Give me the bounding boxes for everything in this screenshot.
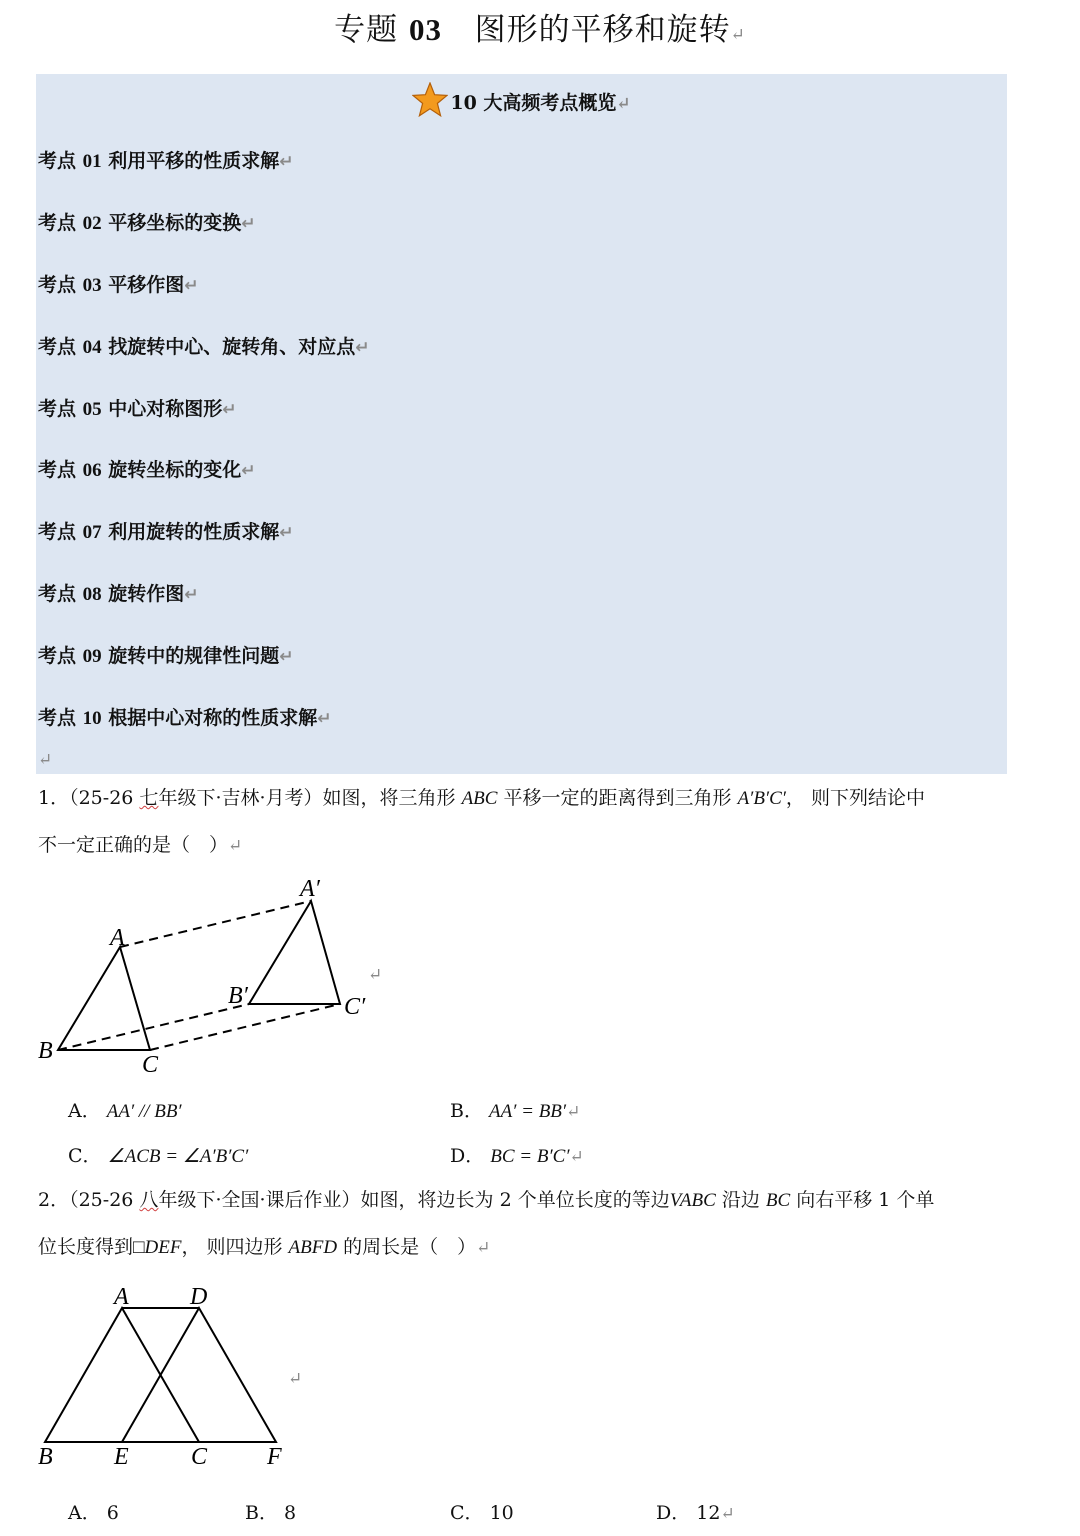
topic-text: 旋转中的规律性问题 (108, 645, 280, 667)
paragraph-mark-icon: ↵ (368, 965, 383, 985)
question-stem: ， 则四边形 (181, 1236, 289, 1258)
title-prefix: 专题 (334, 12, 399, 48)
question-source-grade: 八 (139, 1189, 159, 1211)
topic-item: 考点 04 找旋转中心、旋转角、对应点↵ (38, 336, 370, 358)
topic-text: 根据中心对称的性质求解 (108, 707, 318, 729)
paragraph-mark-icon: ↵ (38, 750, 53, 770)
option-key: B． (245, 1502, 278, 1524)
question-stem: 沿边 (715, 1189, 766, 1211)
question-stem: 如图，将三角形 (322, 787, 462, 809)
option-key: A． (68, 1100, 101, 1122)
topic-label: 考点 (38, 398, 77, 420)
math-expression: ABFD (288, 1237, 338, 1258)
option-expression: AA′ // BB′ (106, 1101, 182, 1122)
topic-text: 旋转坐标的变化 (108, 459, 242, 481)
option-expression: AA′ = BB′ (489, 1101, 567, 1122)
question-stem: ， 则下列结论中 (785, 787, 925, 809)
topic-number: 07 (82, 522, 102, 543)
triangle-a2b2c2 (249, 901, 340, 1004)
topic-label: 考点 (38, 521, 77, 543)
topic-number: 10 (82, 708, 102, 729)
topic-item: 考点 08 旋转作图↵ (38, 583, 199, 605)
question-1-text: 1．（25-26 七年级下·吉林·月考）如图，将三角形 ABC 平移一定的距离得到三角形 A′B′C′， 则下列结论中 不一定正确的是（ ）↵ (38, 787, 925, 856)
point-label-a-prime: A′ (300, 876, 320, 902)
question-stem: 平移一定的距离得到三角形 (497, 787, 738, 809)
question-number: 1． (38, 787, 70, 809)
topic-overview-box (36, 74, 1007, 774)
point-label-b-prime: B′ (228, 983, 248, 1009)
option-expression: ∠ACB = ∠A′B′C′ (107, 1146, 249, 1167)
option-key: A． (68, 1502, 101, 1524)
topic-item: 考点 05 中心对称图形↵ (38, 398, 237, 420)
page-title (0, 4, 1080, 49)
option-key: C． (450, 1502, 484, 1524)
q2-translation-figure (30, 1280, 320, 1480)
topic-item: 考点 01 利用平移的性质求解↵ (38, 150, 294, 172)
q2-option-c[interactable] (450, 1498, 514, 1525)
math-expression: ABC (461, 788, 498, 809)
triangle-abc (58, 947, 150, 1050)
star-icon (412, 82, 448, 118)
question-stem: 如图，将边长为 2 个单位长度的等边 (360, 1189, 670, 1211)
topic-number: 08 (82, 584, 102, 605)
point-label-a: A (110, 925, 125, 951)
q2-option-d[interactable]: D． 12↵ (656, 1502, 735, 1524)
q2-option-b[interactable] (245, 1498, 296, 1525)
topic-label: 考点 (38, 707, 77, 729)
topic-number: 09 (82, 646, 102, 667)
overview-heading-text: 10 大高频考点概览 (450, 92, 617, 114)
translation-line-bb (58, 1004, 249, 1050)
question-source: 年级下·全国·课后作业） (158, 1189, 361, 1211)
title-text: 图形的平移和旋转 (474, 12, 731, 48)
math-expression: BC (765, 1190, 791, 1211)
topic-text: 利用旋转的性质求解 (108, 521, 280, 543)
question-stem: 的周长是（ ） (337, 1236, 477, 1258)
option-key: B． (450, 1100, 483, 1122)
option-key: C． (68, 1145, 102, 1167)
question-stem: 位长度得到 (38, 1236, 134, 1258)
q1-option-c[interactable] (68, 1141, 248, 1168)
topic-number: 01 (82, 151, 102, 172)
point-label-f: F (267, 1444, 282, 1470)
point-label-e: E (114, 1444, 129, 1470)
translation-line-cc (150, 1004, 340, 1050)
topic-label: 考点 (38, 274, 77, 296)
topic-label: 考点 (38, 459, 77, 481)
translation-line-aa (120, 901, 311, 947)
option-expression: BC = B′C′ (490, 1146, 570, 1167)
question-source: 年级下·吉林·月考） (158, 787, 323, 809)
paragraph-mark-icon: ↵ (730, 25, 746, 45)
point-label-b: B (38, 1444, 53, 1470)
option-value: 12 (696, 1502, 721, 1524)
topic-text: 利用平移的性质求解 (108, 150, 280, 172)
question-2-text: 2．（25-26 八年级下·全国·课后作业）如图，将边长为 2 个单位长度的等边VABC 沿边 BC 向右平移 1 个单 位长度得到□DEF， 则四边形 ABFD 的周长是（ ）↵ (38, 1189, 935, 1258)
topic-item: 考点 06 旋转坐标的变化↵ (38, 459, 256, 481)
option-value: 6 (106, 1502, 119, 1524)
point-label-b: B (38, 1038, 53, 1064)
paragraph-mark-icon: ↵ (288, 1369, 303, 1389)
point-label-c-prime: C′ (344, 994, 366, 1020)
option-key: D． (656, 1502, 691, 1524)
q1-option-b[interactable]: B． AA′ = BB′↵ (450, 1100, 581, 1122)
overview-heading (36, 82, 1007, 118)
question-source-grade: 七 (139, 787, 159, 809)
question-number: 2． (38, 1189, 70, 1211)
topic-text: 找旋转中心、旋转角、对应点 (108, 336, 356, 358)
topic-number: 02 (82, 213, 102, 234)
math-expression: VABC (669, 1190, 716, 1211)
q2-option-a[interactable] (68, 1498, 119, 1525)
topic-number: 05 (82, 399, 102, 420)
topic-item: 考点 03 平移作图↵ (38, 274, 199, 296)
triangle-def (122, 1308, 276, 1442)
topic-item: 考点 09 旋转中的规律性问题↵ (38, 645, 294, 667)
q1-translation-figure (30, 870, 390, 1080)
topic-text: 平移作图 (108, 274, 185, 296)
topic-text: 平移坐标的变换 (108, 212, 242, 234)
math-expression: A′B′C′ (737, 788, 786, 809)
topic-item: 考点 02 平移坐标的变换↵ (38, 212, 256, 234)
topic-item: 考点 07 利用旋转的性质求解↵ (38, 521, 294, 543)
point-label-a: A (114, 1284, 129, 1310)
topic-text: 中心对称图形 (108, 398, 223, 420)
math-expression: □DEF (133, 1237, 182, 1258)
question-stem: 不一定正确的是（ ） (38, 834, 229, 856)
point-label-c: C (142, 1052, 159, 1078)
q1-option-d[interactable]: D． BC = B′C′↵ (450, 1145, 584, 1167)
topic-item: 考点 10 根据中心对称的性质求解↵ (38, 707, 332, 729)
topic-text: 旋转作图 (108, 583, 185, 605)
topic-label: 考点 (38, 583, 77, 605)
option-value: 10 (489, 1502, 514, 1524)
paragraph-mark-icon: ↵ (616, 94, 631, 114)
topic-number: 03 (82, 275, 102, 296)
point-label-d: D (190, 1284, 208, 1310)
topic-label: 考点 (38, 336, 77, 358)
title-number: 03 (409, 12, 443, 47)
topic-number: 04 (82, 337, 102, 358)
triangle-abc (45, 1308, 199, 1442)
q1-option-a[interactable] (68, 1096, 182, 1123)
point-label-c: C (191, 1444, 208, 1470)
topic-label: 考点 (38, 212, 77, 234)
topic-label: 考点 (38, 150, 77, 172)
question-source: （25-26 (69, 787, 140, 809)
topic-number: 06 (82, 460, 102, 481)
option-key: D． (450, 1145, 485, 1167)
topic-label: 考点 (38, 645, 77, 667)
question-source: （25-26 (69, 1189, 140, 1211)
option-value: 8 (284, 1502, 297, 1524)
question-stem: 向右平移 1 个单 (790, 1189, 935, 1211)
